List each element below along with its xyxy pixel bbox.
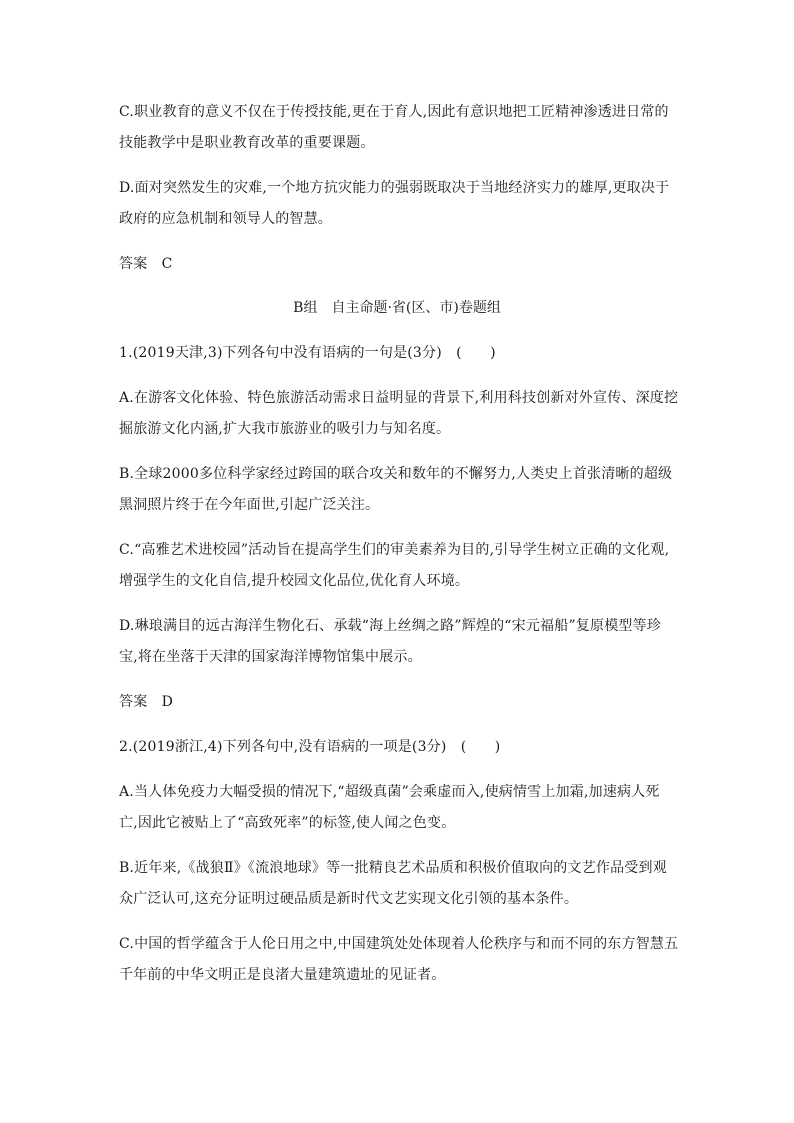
q1-option-a-line-1: A.在游客文化体验、特色旅游活动需求日益明显的背景下,利用科技创新对外宣传、深度挖 xyxy=(119,390,679,406)
q2-option-b-line-1: B.近年来,《战狼Ⅱ》《流浪地球》等一批精良艺术品质和积极价值取向的文艺作品受到观 xyxy=(119,860,667,876)
q1-option-c-line-1: C.“高雅艺术进校园”活动旨在提高学生们的审美素养为目的,引导学生树立正确的文化观, xyxy=(119,542,670,558)
option-d-line-2: 政府的应急机制和领导人的智慧。 xyxy=(119,211,332,227)
q1-option-b-line-1: B.全球2000多位科学家经过跨国的联合攻关和数年的不懈努力,人类史上首张清晰的超级 xyxy=(119,466,673,482)
q1-answer-label: 答案 D xyxy=(119,694,174,710)
section-title: B组 自主命题·省(区、市)卷题组 xyxy=(293,300,501,316)
question-1-stem: 1.(2019天津,3)下列各句中没有语病的一句是(3分) ( ) xyxy=(119,345,496,361)
q1-option-c-line-2: 增强学生的文化自信,提升校园文化品位,优化育人环境。 xyxy=(119,573,470,589)
option-c-line-1: C.职业教育的意义不仅在于传授技能,更在于育人,因此有意识地把工匠精神渗透进日常的 xyxy=(119,104,669,120)
q1-option-d-line-1: D.琳琅满目的远古海洋生物化石、承载“海上丝绸之路”辉煌的“宋元福船”复原模型等珍 xyxy=(119,618,662,634)
question-2-stem: 2.(2019浙江,4)下列各句中,没有语病的一项是(3分) ( ) xyxy=(119,739,501,755)
q2-option-c-line-2: 千年前的中华文明正是良渚大量建筑遗址的见证者。 xyxy=(119,967,446,983)
option-c-line-2: 技能教学中是职业教育改革的重要课题。 xyxy=(119,135,375,151)
q1-option-a-line-2: 掘旅游文化内涵,扩大我市旅游业的吸引力与知名度。 xyxy=(119,421,451,437)
option-d-line-1: D.面对突然发生的灾难,一个地方抗灾能力的强弱既取决于当地经济实力的雄厚,更取决于 xyxy=(119,180,670,196)
q2-option-a-line-2: 亡,因此它被贴上了“高致死率”的标签,使人闻之色变。 xyxy=(119,815,456,831)
q1-option-b-line-2: 黑洞照片终于在今年面世,引起广泛关注。 xyxy=(119,497,380,513)
q2-option-a-line-1: A.当人体免疫力大幅受损的情况下,“超级真菌”会乘虚而入,使病情雪上加霜,加速病人死 xyxy=(119,784,660,800)
answer-label: 答案 C xyxy=(119,256,173,272)
q1-option-d-line-2: 宝,将在坐落于天津的国家海洋博物馆集中展示。 xyxy=(119,649,422,665)
q2-option-c-line-1: C.中国的哲学蕴含于人伦日用之中,中国建筑处处体现着人伦秩序与和而不同的东方智慧五 xyxy=(119,936,679,952)
q2-option-b-line-2: 众广泛认可,这充分证明过硬品质是新时代文艺实现文化引领的基本条件。 xyxy=(119,891,579,907)
